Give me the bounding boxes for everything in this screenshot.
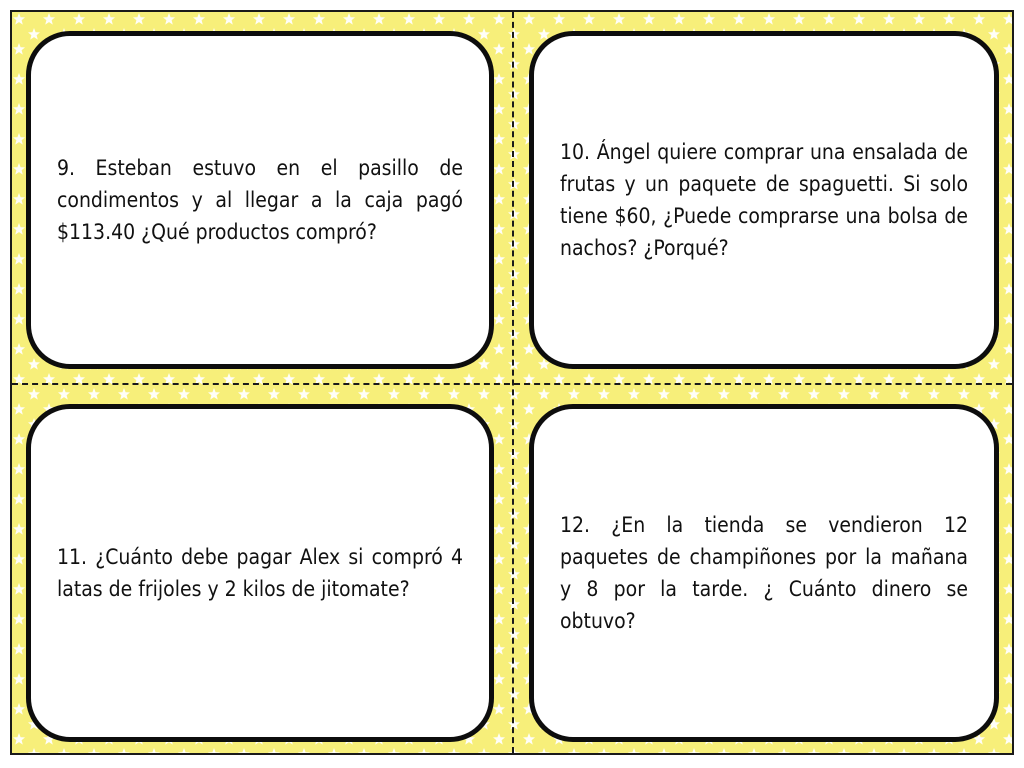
task-card-10-text: 10. Ángel quiere comprar una ensalada de frutas y un paquete de spaguetti. Si solo tiene $60, ¿Puede comprarse una bolsa de nachos? ¿Porqué?: [560, 140, 968, 260]
task-card-12-text: 12. ¿En la tienda se vendieron 12 paquetes de champiñones por la mañana y 8 por la tarde. ¿ Cuánto dinero se obtuvo?: [560, 513, 968, 633]
task-card-sheet: [10, 10, 1014, 755]
task-card-9-text: 9. Esteban estuvo en el pasillo de condimentos y al llegar a la caja pagó $113.40 ¿Qué productos compró?: [57, 156, 463, 244]
task-card-11-text: 11. ¿Cuánto debe pagar Alex si compró 4 latas de frijoles y 2 kilos de jitomate?: [57, 545, 463, 601]
task-card-9: [26, 31, 494, 369]
task-card-11: [26, 404, 494, 742]
task-card-12: [529, 404, 999, 742]
task-card-10: [529, 31, 999, 369]
horizontal-cut-line: [12, 383, 1012, 385]
